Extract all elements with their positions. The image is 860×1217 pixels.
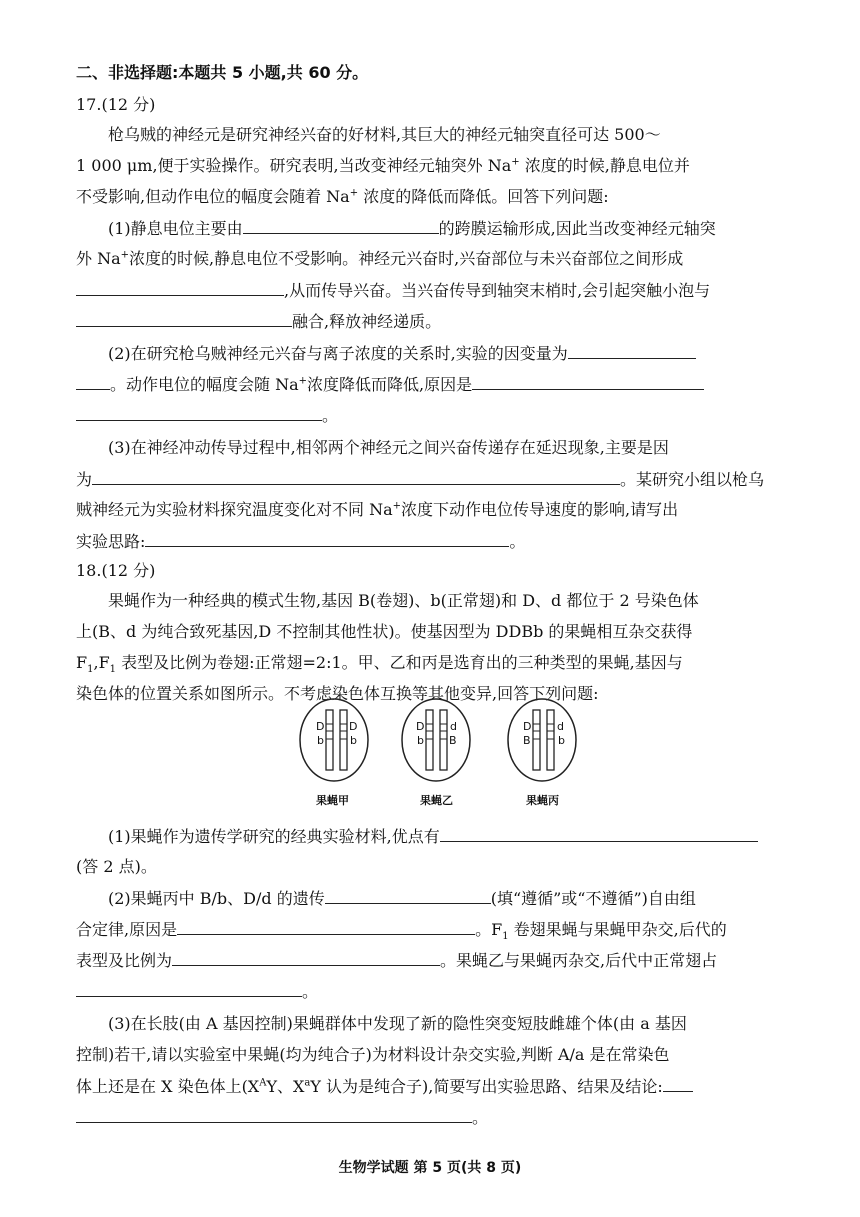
answer-blank[interactable] (663, 1075, 693, 1092)
answer-blank[interactable] (92, 468, 620, 485)
answer-blank[interactable] (76, 279, 284, 296)
answer-blank[interactable] (172, 949, 440, 966)
q17-sub2-line-1: (2)在研究枪乌贼神经元兴奋与离子浓度的关系时,实验的因变量为 (108, 342, 696, 365)
caption-yi: 果蝇乙 (420, 794, 453, 807)
answer-blank[interactable] (472, 373, 704, 390)
q17-intro-line-2: 1 000 μm,便于实验操作。研究表明,当改变神经元轴突外 Na+ 浓度的时候,静息电位并 (76, 156, 690, 175)
gene-label: b (350, 734, 357, 747)
answer-blank[interactable] (325, 887, 491, 904)
gene-label: D (523, 720, 532, 733)
q18-sub3-line-4: 。 (76, 1106, 488, 1129)
q18-intro-line-3: $F_1,F_1$ 表型及比例为卷翅:正常翅=2:1。甲、乙和丙是选育出的三种类型的果蝇,基因与 (76, 653, 683, 676)
answer-blank[interactable] (243, 217, 439, 234)
gene-label: d (557, 720, 564, 733)
gene-label: D (316, 720, 325, 733)
q18-intro-line-4: 染色体的位置关系如图所示。不考虑染色体互换等其他变异,回答下列问题: (76, 684, 599, 703)
q18-number: 18.(12 分) (76, 561, 156, 580)
answer-blank[interactable] (76, 310, 292, 327)
answer-blank[interactable] (76, 980, 302, 997)
q17-number: 17.(12 分) (76, 95, 156, 114)
gene-label: b (317, 734, 324, 747)
gene-label: B (449, 734, 457, 747)
q18-sub1-line-2: (答 2 点)。 (76, 857, 157, 876)
fly-bing-cell (508, 699, 576, 781)
answer-blank[interactable] (76, 404, 322, 421)
fly-jia-cell (300, 699, 368, 781)
q17-sub1-line-4: 融合,释放神经递质。 (76, 310, 441, 333)
q17-intro-line-1: 枪乌贼的神经元是研究神经兴奋的好材料,其巨大的神经元轴突直径可达 500～ (108, 125, 661, 144)
q17-sub3-line-1: (3)在神经冲动传导过程中,相邻两个神经元之间兴奋传递存在延迟现象,主要是因 (108, 438, 669, 457)
answer-blank[interactable] (145, 530, 509, 547)
q17-sub3-line-3: 贼神经元为实验材料探究温度变化对不同 Na+浓度下动作电位传导速度的影响,请写出 (76, 500, 679, 519)
caption-bing: 果蝇丙 (526, 794, 559, 807)
section-header: 二、非选择题:本题共 5 小题,共 60 分。 (76, 63, 369, 82)
answer-blank[interactable] (76, 373, 110, 390)
q18-sub2-line-2: 合定律,原因是 。$F_1$ 卷翅果蝇与果蝇甲杂交,后代的 (76, 920, 727, 943)
q18-sub2-line-4: 。 (76, 980, 318, 1003)
q17-intro-line-3: 不受影响,但动作电位的幅度会随着 Na+ 浓度的降低而降低。回答下列问题: (76, 187, 609, 206)
gene-label: D (416, 720, 425, 733)
answer-blank[interactable] (76, 1106, 472, 1123)
q18-sub3-line-3: 体上还是在 X 染色体上($X^AY$、$X^aY$ 认为是纯合子),简要写出实验思路、结果及结论: (76, 1075, 693, 1098)
q18-sub3-line-1: (3)在长肢(由 A 基因控制)果蝇群体中发现了新的隐性突变短肢雌雄个体(由 a 基因 (108, 1014, 687, 1033)
gene-label: b (417, 734, 424, 747)
q17-sub2-line-2: 。动作电位的幅度会随 Na+浓度降低而降低,原因是 (76, 373, 704, 396)
answer-blank[interactable] (440, 825, 758, 842)
answer-blank[interactable] (177, 918, 475, 935)
gene-label: D (349, 720, 358, 733)
q17-sub3-line-4: 实验思路: 。 (76, 532, 526, 551)
caption-jia: 果蝇甲 (316, 794, 349, 807)
fly-yi-cell (402, 699, 470, 781)
q17-sub1-line-1: (1)静息电位主要由 的跨膜运输形成,因此当改变神经元轴突 (108, 219, 716, 238)
gene-label: B (523, 734, 531, 747)
q18-sub2-line-1: (2)果蝇丙中 B/b、D/d 的遗传 (填“遵循”或“不遵循”)自由组 (108, 889, 696, 908)
q17-sub2-line-3: 。 (76, 404, 338, 427)
q17-sub1-line-3: ,从而传导兴奋。当兴奋传导到轴突末梢时,会引起突触小泡与 (76, 279, 710, 302)
gene-label: b (558, 734, 565, 747)
q18-intro-line-2: 上(B、d 为纯合致死基因,D 不控制其他性状)。使基因型为 DDBb 的果蝇相互杂交获得 (76, 622, 693, 641)
answer-blank[interactable] (568, 342, 696, 359)
q17-sub3-line-2: 为 。某研究小组以枪乌 (76, 470, 765, 489)
q18-sub3-line-2: 控制)若干,请以实验室中果蝇(均为纯合子)为材料设计杂交实验,判断 A/a 是在常染色 (76, 1045, 670, 1064)
q18-sub2-line-3: 表型及比例为 。果蝇乙与果蝇丙杂交,后代中正常翅占 (76, 951, 718, 970)
q17-sub1-line-2: 外 Na+浓度的时候,静息电位不受影响。神经元兴奋时,兴奋部位与未兴奋部位之间形成 (76, 249, 684, 268)
q18-sub1-line-1: (1)果蝇作为遗传学研究的经典实验材料,优点有 (108, 825, 758, 848)
q18-intro-line-1: 果蝇作为一种经典的模式生物,基因 B(卷翅)、b(正常翅)和 D、d 都位于 2 号染色体 (108, 591, 699, 610)
chromosome-figure (296, 694, 586, 812)
page-footer: 生物学试题 第 5 页(共 8 页) (338, 1160, 522, 1176)
gene-label: d (450, 720, 457, 733)
